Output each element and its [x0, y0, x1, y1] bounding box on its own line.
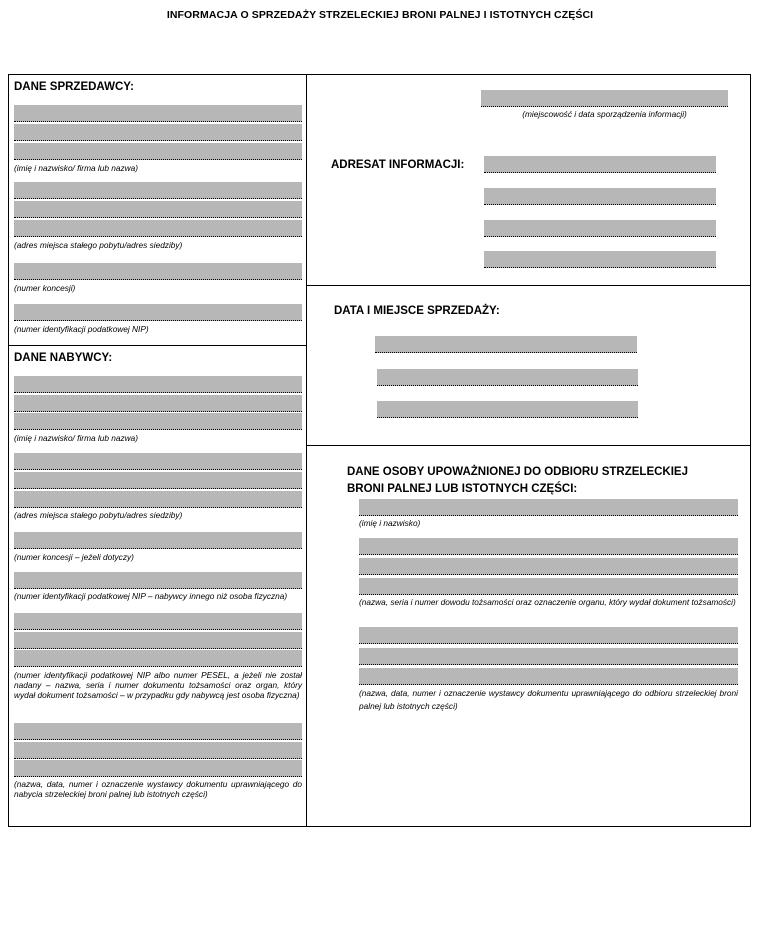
- sale-field-3[interactable]: [377, 401, 638, 418]
- buyer-address-field-1[interactable]: [14, 453, 302, 470]
- buyer-license-field[interactable]: [14, 532, 302, 549]
- seller-heading: DANE SPRZEDAWCY:: [14, 81, 134, 93]
- buyer-address-field-3[interactable]: [14, 491, 302, 508]
- right-divider-1: [306, 285, 751, 286]
- buyer-name-field-3[interactable]: [14, 413, 302, 430]
- buyer-address-field-2[interactable]: [14, 472, 302, 489]
- buyer-nip-field[interactable]: [14, 572, 302, 589]
- buyer-name-field-1[interactable]: [14, 376, 302, 393]
- seller-address-field-1[interactable]: [14, 182, 302, 199]
- authorized-permit-field-3[interactable]: [359, 668, 738, 685]
- addressee-heading: ADRESAT INFORMACJI:: [331, 159, 465, 171]
- authorized-id-field-2[interactable]: [359, 558, 738, 575]
- authorized-heading-line2: BRONI PALNEJ LUB ISTOTNYCH CZĘŚCI:: [347, 483, 578, 495]
- seller-name-caption: (imię i nazwisko/ firma lub nazwa): [14, 163, 139, 173]
- seller-nip-field[interactable]: [14, 304, 302, 321]
- seller-name-field-2[interactable]: [14, 124, 302, 141]
- document-title: INFORMACJA O SPRZEDAŻY STRZELECKIEJ BRONI PALNEJ I ISTOTNYCH CZĘŚCI: [166, 9, 594, 21]
- buyer-heading: DANE NABYWCY:: [14, 352, 113, 364]
- column-divider: [306, 74, 307, 827]
- authorized-id-field-3[interactable]: [359, 578, 738, 595]
- left-section-divider: [8, 345, 306, 346]
- seller-name-field-3[interactable]: [14, 143, 302, 160]
- buyer-nip-caption: (numer identyfikacji podatkowej NIP – nabywcy innego niż osoba fizyczna): [14, 591, 288, 601]
- sale-field-2[interactable]: [377, 369, 638, 386]
- authorized-permit-caption: (nazwa, data, numer i oznaczenie wystawcy dokumentu uprawniającego do odbioru strzeleckiej broni palnej lub istotnych części): [359, 688, 738, 711]
- authorized-heading-line1: DANE OSOBY UPOWAŻNIONEJ DO ODBIORU STRZELECKIEJ: [347, 466, 688, 478]
- seller-license-field[interactable]: [14, 263, 302, 280]
- authorized-name-field[interactable]: [359, 499, 738, 516]
- seller-address-field-2[interactable]: [14, 201, 302, 218]
- place-date-field[interactable]: [481, 90, 728, 107]
- buyer-pesel-caption: (numer identyfikacji podatkowej NIP albo numer PESEL, a jeżeli nie został nadany – nazwa, seria i numer dokumentu tożsamości oraz organ, który wydał dokument tożsamości – w przypadku gdy nabywcą jest osoba fizyczna): [14, 670, 302, 700]
- buyer-permit-field-3[interactable]: [14, 760, 302, 777]
- authorized-permit-field-2[interactable]: [359, 648, 738, 665]
- buyer-pesel-field-3[interactable]: [14, 650, 302, 667]
- seller-address-field-3[interactable]: [14, 220, 302, 237]
- buyer-name-caption: (imię i nazwisko/ firma lub nazwa): [14, 433, 139, 443]
- right-divider-2: [306, 445, 751, 446]
- authorized-id-field-1[interactable]: [359, 538, 738, 555]
- buyer-name-field-2[interactable]: [14, 395, 302, 412]
- addressee-field-3[interactable]: [484, 220, 716, 237]
- authorized-name-caption: (imię i nazwisko): [359, 518, 421, 528]
- sale-field-1[interactable]: [375, 336, 637, 353]
- seller-license-caption: (numer koncesji): [14, 283, 76, 293]
- buyer-pesel-field-2[interactable]: [14, 632, 302, 649]
- buyer-permit-field-1[interactable]: [14, 723, 302, 740]
- addressee-field-2[interactable]: [484, 188, 716, 205]
- buyer-pesel-field-1[interactable]: [14, 613, 302, 630]
- seller-name-field-1[interactable]: [14, 105, 302, 122]
- authorized-id-caption: (nazwa, seria i numer dowodu tożsamości oraz oznaczenie organu, który wydał dokument tożsamości): [359, 597, 736, 607]
- authorized-heading: [347, 464, 688, 498]
- addressee-field-1[interactable]: [484, 156, 716, 173]
- seller-nip-caption: (numer identyfikacji podatkowej NIP): [14, 324, 149, 334]
- seller-address-caption: (adres miejsca stałego pobytu/adres siedziby): [14, 240, 183, 250]
- buyer-license-caption: (numer koncesji – jeżeli dotyczy): [14, 552, 134, 562]
- addressee-field-4[interactable]: [484, 251, 716, 268]
- buyer-permit-caption: (nazwa, data, numer i oznaczenie wystawcy dokumentu uprawniającego do nabycia strzeleckiej broni palnej lub istotnych części): [14, 779, 302, 799]
- buyer-permit-field-2[interactable]: [14, 742, 302, 759]
- sale-heading: DATA I MIEJSCE SPRZEDAŻY:: [334, 305, 500, 317]
- place-date-caption: (miejscowość i data sporządzenia informacji): [522, 109, 687, 119]
- buyer-address-caption: (adres miejsca stałego pobytu/adres siedziby): [14, 510, 183, 520]
- authorized-permit-field-1[interactable]: [359, 627, 738, 644]
